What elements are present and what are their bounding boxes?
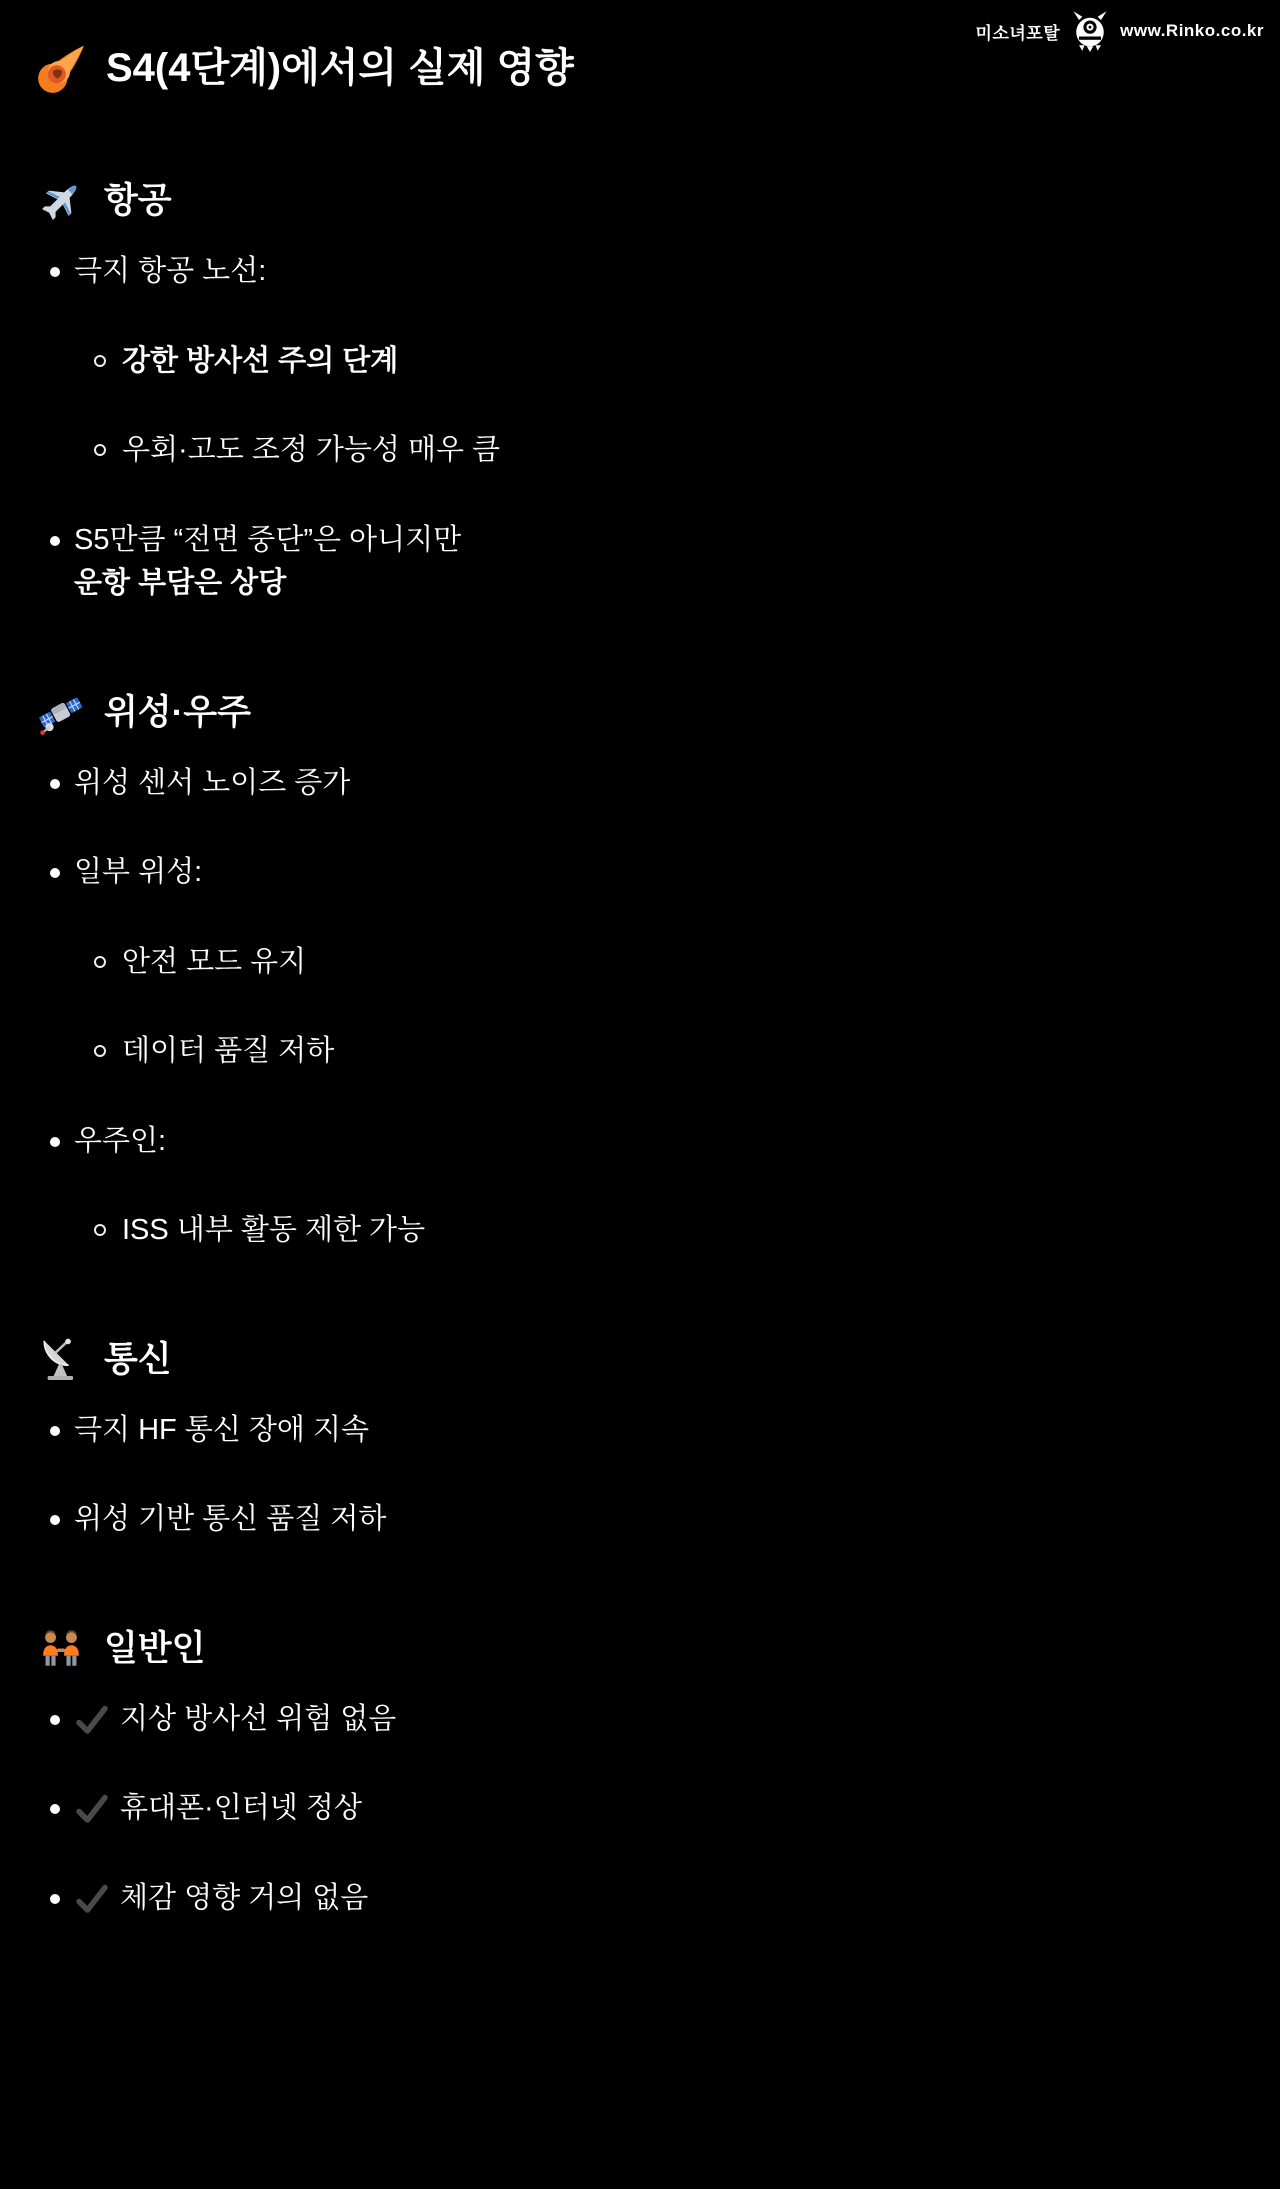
- watermark: [976, 10, 1264, 52]
- list-item: [38, 519, 1240, 606]
- bullet-disc-icon: [50, 1715, 60, 1725]
- section-header: [38, 178, 1240, 224]
- bullet-disc-icon: [50, 1426, 60, 1436]
- section-title: 일반인: [104, 1628, 206, 1668]
- page-title-text: S4(4단계)에서의 실제 영향: [106, 46, 574, 90]
- list-item-line: 일부 위성:: [74, 856, 203, 888]
- list-item-line: 강한 방사선 주의 단계: [122, 344, 399, 377]
- list-item-line: 휴대폰·인터넷 정상: [120, 1792, 362, 1824]
- bullet-circle-icon: [94, 444, 106, 456]
- list-item-line: 체감 영향 거의 없음: [120, 1881, 369, 1914]
- sub-list-item: [38, 941, 1240, 985]
- satellite-dish-icon: [38, 1337, 84, 1383]
- list-item-text: [74, 851, 202, 895]
- list-item-text: [74, 1120, 166, 1164]
- section-items: [38, 762, 1240, 1253]
- list-item-text: [120, 1698, 396, 1742]
- bullet-circle-icon: [94, 355, 106, 367]
- airplane-icon: [38, 178, 84, 224]
- list-item-line: 데이터 품질 저하: [122, 1035, 335, 1067]
- bullet-disc-icon: [50, 536, 60, 546]
- section-satellite-space: [38, 690, 1240, 1253]
- bullet-circle-icon: [94, 1224, 106, 1236]
- sub-list-item: [38, 429, 1240, 473]
- list-item-text: [120, 1787, 362, 1831]
- sub-list-item: [38, 1209, 1240, 1253]
- sections-container: [38, 178, 1240, 1920]
- list-item-line: 지상 방사선 위험 없음: [120, 1702, 397, 1735]
- list-item-line: S5만큼 “전면 중단”은 아니지만: [74, 523, 462, 556]
- bullet-disc-icon: [50, 868, 60, 878]
- list-item: [38, 1498, 1240, 1542]
- section-items: [38, 1698, 1240, 1921]
- section-header: [38, 1337, 1240, 1383]
- list-item: [38, 1698, 1240, 1742]
- list-item-line: 위성 기반 통신 품질 저하: [74, 1503, 387, 1535]
- list-item-line: 극지 HF 통신 장애 지속: [74, 1413, 369, 1446]
- list-item-line: 극지 항공 노선:: [74, 255, 267, 287]
- section-header: [38, 690, 1240, 736]
- section-items: [38, 1409, 1240, 1542]
- section-title: 항공: [104, 181, 172, 221]
- bullet-disc-icon: [50, 1894, 60, 1904]
- bullet-circle-icon: [94, 1045, 106, 1057]
- bullet-disc-icon: [50, 1515, 60, 1525]
- list-item-text: [74, 762, 350, 806]
- check-icon: [74, 1882, 110, 1918]
- people-holding-hands-icon: [38, 1626, 84, 1672]
- bullet-disc-icon: [50, 267, 60, 277]
- section-general-public: [38, 1626, 1240, 1921]
- list-item-line: ISS 내부 활동 제한 가능: [122, 1214, 426, 1246]
- section-title: 위성·우주: [104, 692, 251, 732]
- list-item-text: [122, 1209, 425, 1253]
- list-item-text: [122, 1030, 334, 1074]
- bullet-disc-icon: [50, 1804, 60, 1814]
- list-item-text: [74, 250, 266, 294]
- list-item: [38, 1787, 1240, 1831]
- list-item: [38, 1120, 1240, 1164]
- list-item-line: 우회·고도 조정 가능성 매우 큼: [122, 434, 501, 466]
- section-header: [38, 1626, 1240, 1672]
- list-item-line: 위성 센서 노이즈 증가: [74, 766, 351, 799]
- bullet-disc-icon: [50, 1137, 60, 1147]
- list-item-line: 안전 모드 유지: [122, 945, 307, 978]
- list-item: [38, 1409, 1240, 1453]
- list-item-line: 우주인:: [74, 1124, 167, 1157]
- sub-list-item: [38, 1030, 1240, 1074]
- list-item-text: [122, 941, 306, 985]
- list-item-text: [74, 519, 461, 606]
- list-item-text: [74, 1409, 369, 1453]
- sub-list-item: [38, 340, 1240, 384]
- bullet-circle-icon: [94, 956, 106, 968]
- list-item-text: [122, 429, 500, 473]
- check-icon: [74, 1792, 110, 1828]
- comet-icon: [38, 43, 88, 93]
- list-item-text: [122, 340, 398, 384]
- section-title: 통신: [104, 1339, 172, 1379]
- section-aviation: [38, 178, 1240, 606]
- list-item: [38, 851, 1240, 895]
- list-item-text: [120, 1877, 368, 1921]
- watermark-site-name: 미소녀포탈: [975, 23, 1061, 43]
- rinko-monster-icon: [1068, 10, 1112, 52]
- list-item: [38, 762, 1240, 806]
- satellite-icon: [38, 690, 84, 736]
- list-item-text: [74, 1498, 386, 1542]
- list-item: [38, 1877, 1240, 1921]
- watermark-url: www.Rinko.co.kr: [1120, 21, 1264, 40]
- section-items: [38, 250, 1240, 606]
- list-item-line: 운항 부담은 상당: [74, 567, 287, 599]
- check-icon: [74, 1703, 110, 1739]
- bullet-disc-icon: [50, 779, 60, 789]
- section-communication: [38, 1337, 1240, 1542]
- list-item: [38, 250, 1240, 294]
